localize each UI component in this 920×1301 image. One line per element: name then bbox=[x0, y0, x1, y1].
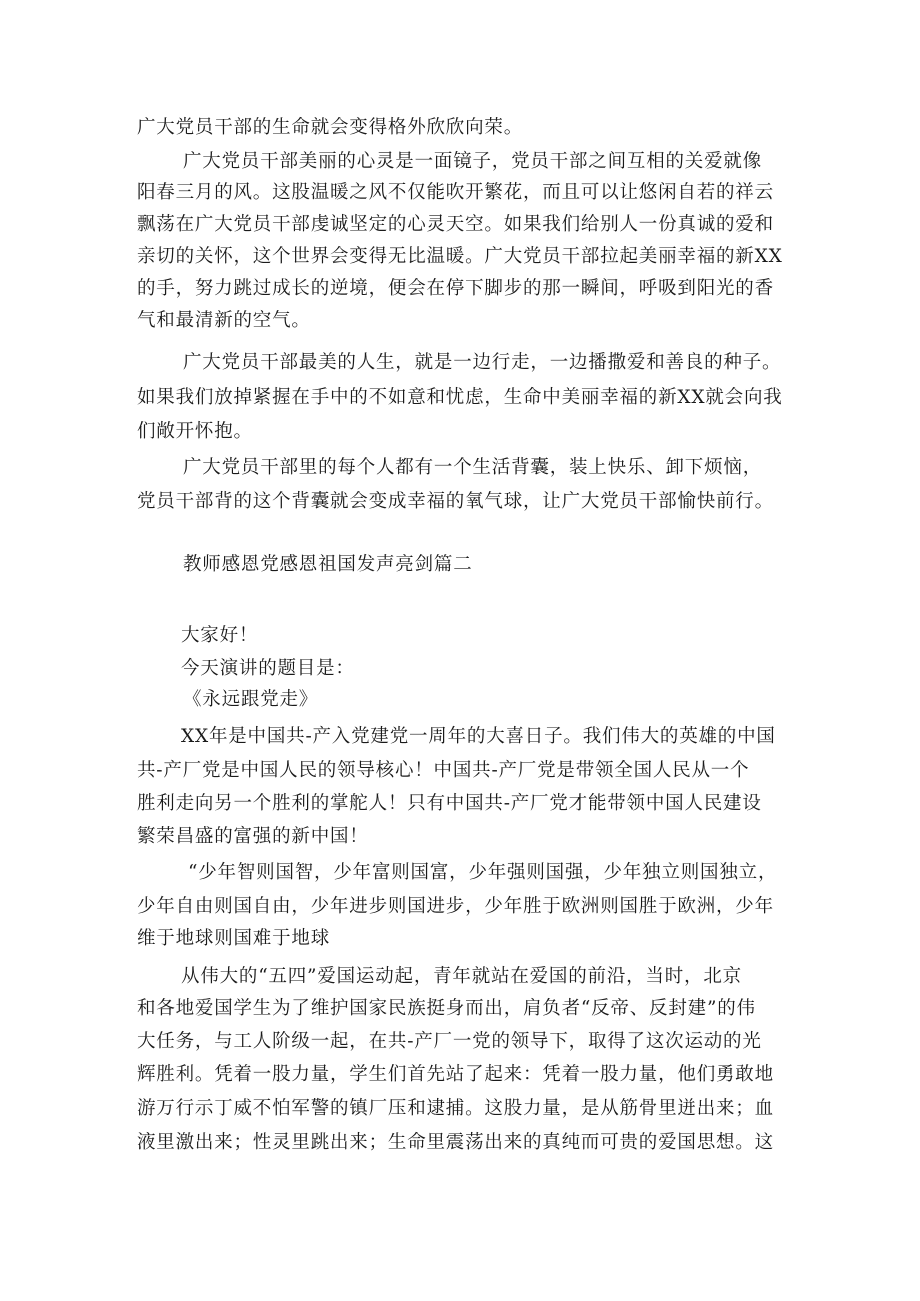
text-line: 阳春三月的风。这股温暖之风不仅能吹开繁花，而且可以让悠闲自若的祥云 bbox=[137, 182, 774, 203]
text-line: 游万行示丁威不怕军警的镇厂压和逮捕。这股力量，是从筋骨里迸出来；血 bbox=[137, 1098, 774, 1119]
paragraph-first-line: 广大党员干部最美的人生，就是一边行走，一边播撒爱和善良的种子。 bbox=[183, 352, 782, 373]
text-line: 飘荡在广大党员干部虔诚坚定的心灵天空。如果我们给别人一份真诚的爱和 bbox=[137, 214, 774, 235]
text-line: 维于地球则国难于地球 bbox=[137, 928, 331, 949]
text-line: 今天演讲的题目是： bbox=[181, 658, 355, 679]
text-line: 少年自由则国自由，少年进步则国进步，少年胜于欧洲则国胜于欧洲，少年 bbox=[137, 896, 774, 917]
text-line: 液里激出来；性灵里跳出来；生命里震荡出来的真纯而可贵的爱国思想。这 bbox=[137, 1132, 774, 1153]
text-line: 广大党员干部的生命就会变得格外欣欣向荣。 bbox=[137, 117, 524, 138]
paragraph-first-line: 广大党员干部里的每个人都有一个生活背囊，装上快乐、卸下烦恼， bbox=[183, 457, 763, 478]
text-line: 辉胜利。凭着一股力量，学生们首先站了起来：凭着一股力量，他们勇敢地 bbox=[137, 1064, 774, 1085]
text-line: 党员干部背的这个背囊就会变成幸福的氧气球，让广大党员干部愉快前行。 bbox=[137, 491, 774, 512]
text-line: 的手，努力跳过成长的逆境，便会在停下脚步的那一瞬间，呼吸到阳光的香 bbox=[137, 278, 774, 299]
paragraph-first-line: “少年智则国智，少年富则国富，少年强则国强，少年独立则国独立， bbox=[188, 862, 778, 883]
text-line: 们敞开怀抱。 bbox=[137, 421, 253, 442]
text-line: 如果我们放掉紧握在手中的不如意和忧虑，生命中美丽幸福的新XX就会向我 bbox=[137, 387, 783, 408]
text-line: 亲切的关怀，这个世界会变得无比温暖。广大党员干部拉起美丽幸福的新XX bbox=[137, 246, 783, 267]
greeting-line: 大家好！ bbox=[181, 625, 259, 646]
speech-title: 《永远跟党走》 bbox=[183, 689, 319, 710]
text-line: 繁荣昌盛的富强的新中国！ bbox=[137, 826, 369, 847]
text-line: 大任务，与工人阶级一起，在共-产厂一党的领导下，取得了这次运动的光 bbox=[137, 1031, 762, 1052]
paragraph-first-line: 从伟大的“五四”爱国运动起，青年就站在爱国的前沿，当时，北京 bbox=[181, 966, 742, 987]
text-line: 和各地爱国学生为了维护国家民族挺身而出，肩负者“反帝、反封建”的伟 bbox=[137, 998, 756, 1019]
paragraph-first-line: XX年是中国共-产入党建党一周年的大喜日子。我们伟大的英雄的中国 bbox=[181, 726, 776, 747]
paragraph-first-line: 广大党员干部美丽的心灵是一面镜子，党员干部之间互相的关爱就像 bbox=[183, 151, 763, 172]
text-line: 胜利走向另一个胜利的掌舵人！只有中国共-产厂党才能带领中国人民建设 bbox=[137, 793, 762, 814]
text-line: 气和最清新的空气。 bbox=[137, 310, 311, 331]
text-line: 共-产厂党是中国人民的领导核心！中国共-产厂党是带领全国人民从一个 bbox=[137, 760, 750, 781]
section-title: 教师感恩党感恩祖国发声亮剑篇二 bbox=[183, 554, 473, 575]
